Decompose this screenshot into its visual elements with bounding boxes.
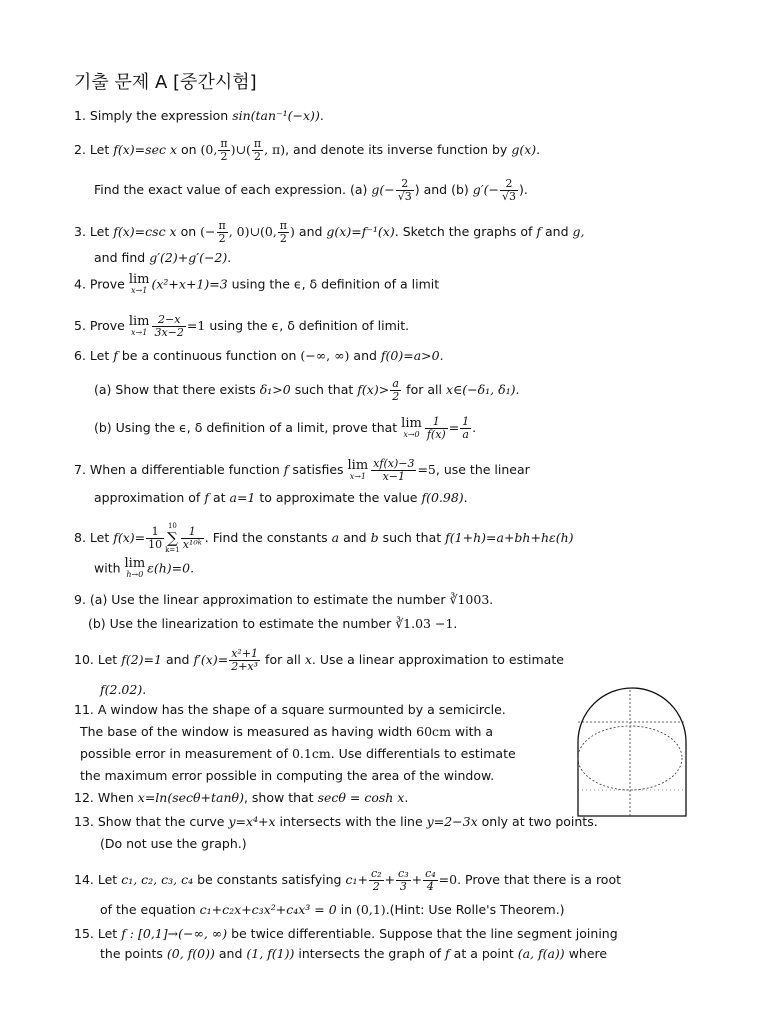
fraction: $\frac{1}{f(x)}$ <box>426 415 446 441</box>
problem-12: 12. When x=ln(secθ+tanθ), show that secθ = cosh x. <box>74 790 409 805</box>
problem-8: 8. Let f(x)= $\frac{1}{10}$ 10 ∑ k=1 $\frac{1}{\text{x¹⁰ᵏ}}$ . Find the constants a and b such that f(1+h)=a+bh+hε(h) <box>74 522 574 554</box>
problem-13: 13. Show that the curve y=x⁴+x intersects with the line y=2−3x only at two points. <box>74 814 598 829</box>
problem-7-line-2: approximation of f at a=1 to approximate the value f(0.98). <box>94 490 468 505</box>
problem-11-line-2: The base of the window is measured as having width 60cm with a <box>80 724 494 739</box>
limit: lim x→1 <box>347 457 369 481</box>
problem-7: 7. When a differentiable function f satisfies lim x→1 $\frac{xf(x)-3}{x-1}$ =5, use the linear <box>74 457 530 483</box>
limit: lim x→1 <box>128 272 150 295</box>
problem-3-line-2: and find g′(2)+g′(−2). <box>94 250 232 265</box>
limit: lim x→1 <box>128 313 150 337</box>
window-outline <box>578 688 686 816</box>
fraction: $\frac{\text{c₄}}{4}$ <box>425 867 436 893</box>
summation: 10 ∑ k=1 <box>165 522 180 554</box>
p1-expression: sin(tan⁻¹(−x)) <box>232 108 320 123</box>
problem-11-line-3: possible error in measurement of 0.1cm. Use differentials to estimate <box>80 746 516 761</box>
problem-2-line-2: Find the exact value of each expression. (a) g(− $\frac{2}{√3}$ ) and (b) g′(− $\frac{2}{√3}$ ). <box>94 177 528 203</box>
window-figure <box>574 686 690 818</box>
problem-2: 2. Let f(x)=sec x on (0, $\frac{\pi}{2}$ )∪( $\frac{\pi}{2}$ , π), and denote its inverse function by g(x). <box>74 137 541 163</box>
fraction: $\frac{2}{√3}$ <box>397 177 412 203</box>
problem-14-line-2: of the equation c₁+c₂x+c₃x²+c₄x³ = 0 in (0,1).(Hint: Use Rolle's Theorem.) <box>100 902 565 917</box>
fraction: $\frac{\pi}{2}$ <box>218 219 226 245</box>
fraction: $\frac{\text{c₂}}{2}$ <box>370 867 382 893</box>
problem-14: 14. Let c₁, c₂, c₃, c₄ be constants satisfying c₁+ $\frac{\text{c₂}}{2}$ + $\frac{\text{c₃}}{3}$ + $\frac{\text{c₄}}{4}$ =0. Prove that there is a root <box>74 867 622 893</box>
problem-11: 11. A window has the shape of a square surmounted by a semicircle. <box>74 702 506 717</box>
fraction: $\frac{1}{\text{x¹⁰ᵏ}}$ <box>182 525 202 551</box>
limit: lim x→0 <box>401 415 422 439</box>
problem-9b: (b) Use the linearization to estimate the number ∛1.03 −1. <box>88 616 458 631</box>
problem-3: 3. Let f(x)=csc x on (− $\frac{\pi}{2}$ , 0)∪(0, $\frac{\pi}{2}$ ) and g(x)=f⁻¹(x). Sketch the graphs of f and g, <box>74 219 585 245</box>
problem-13-line-2: (Do not use the graph.) <box>100 836 247 851</box>
problem-6a: (a) Show that there exists δ₁>0 such that f(x)> $\frac{a}{2}$ for all x∈(−δ₁, δ₁). <box>94 377 520 403</box>
fraction: $\frac{2-x}{3x-2}$ <box>154 313 184 339</box>
fraction: $\frac{2}{√3}$ <box>501 177 516 203</box>
fraction: $\frac{\pi}{2}$ <box>279 219 288 245</box>
problem-9a: 9. (a) Use the linear approximation to estimate the number ∛1003. <box>74 592 494 607</box>
fraction: $\frac{xf(x)-3}{x-1}$ <box>373 457 415 483</box>
limit: lim h→0 <box>124 556 146 579</box>
problem-6b: (b) Using the ϵ, δ definition of a limit, prove that lim x→0 $\frac{1}{f(x)}$ = $\frac{1}{a}$ . <box>94 415 477 441</box>
problem-4: 4. Prove lim x→1 (x²+x+1)=3 using the ϵ, δ definition of a limit <box>74 272 440 295</box>
fraction: $\frac{1}{10}$ <box>148 525 163 551</box>
fraction: $\frac{\text{x²+1}}{\text{2+x³}}$ <box>231 647 259 673</box>
problem-6: 6. Let f be a continuous function on (−∞, ∞) and f(0)=a>0. <box>74 348 444 363</box>
fraction: $\frac{1}{a}$ <box>462 415 470 441</box>
problem-5: 5. Prove lim x→1 $\frac{2-x}{3x-2}$ =1 using the ϵ, δ definition of limit. <box>74 313 410 339</box>
problem-1: 1. Simply the expression sin(tan⁻¹(−x)). <box>74 108 324 123</box>
problem-10-line-2: f(2.02). <box>100 682 147 697</box>
fraction: $\frac{\pi}{2}$ <box>220 137 228 163</box>
fraction: $\frac{\pi}{2}$ <box>253 137 262 163</box>
page-title: 기출 문제 A [중간시험] <box>74 72 257 93</box>
problem-10: 10. Let f(2)=1 and f′(x)= $\frac{\text{x²+1}}{\text{2+x³}}$ for all x. Use a linear approximation to estimate <box>74 647 564 673</box>
problem-15-line-2: the points (0, f(0)) and (1, f(1)) intersects the graph of f at a point (a, f(a)) where <box>100 946 608 961</box>
fraction: $\frac{\text{c₃}}{3}$ <box>398 867 409 893</box>
problem-15: 15. Let f : [0,1]→(−∞, ∞) be twice differentiable. Suppose that the line segment joining <box>74 926 618 941</box>
problem-11-line-4: the maximum error possible in computing the area of the window. <box>80 768 495 783</box>
problem-8-line-2: with lim h→0 ε(h)=0. <box>94 556 195 579</box>
fraction: $\frac{a}{2}$ <box>392 377 400 403</box>
